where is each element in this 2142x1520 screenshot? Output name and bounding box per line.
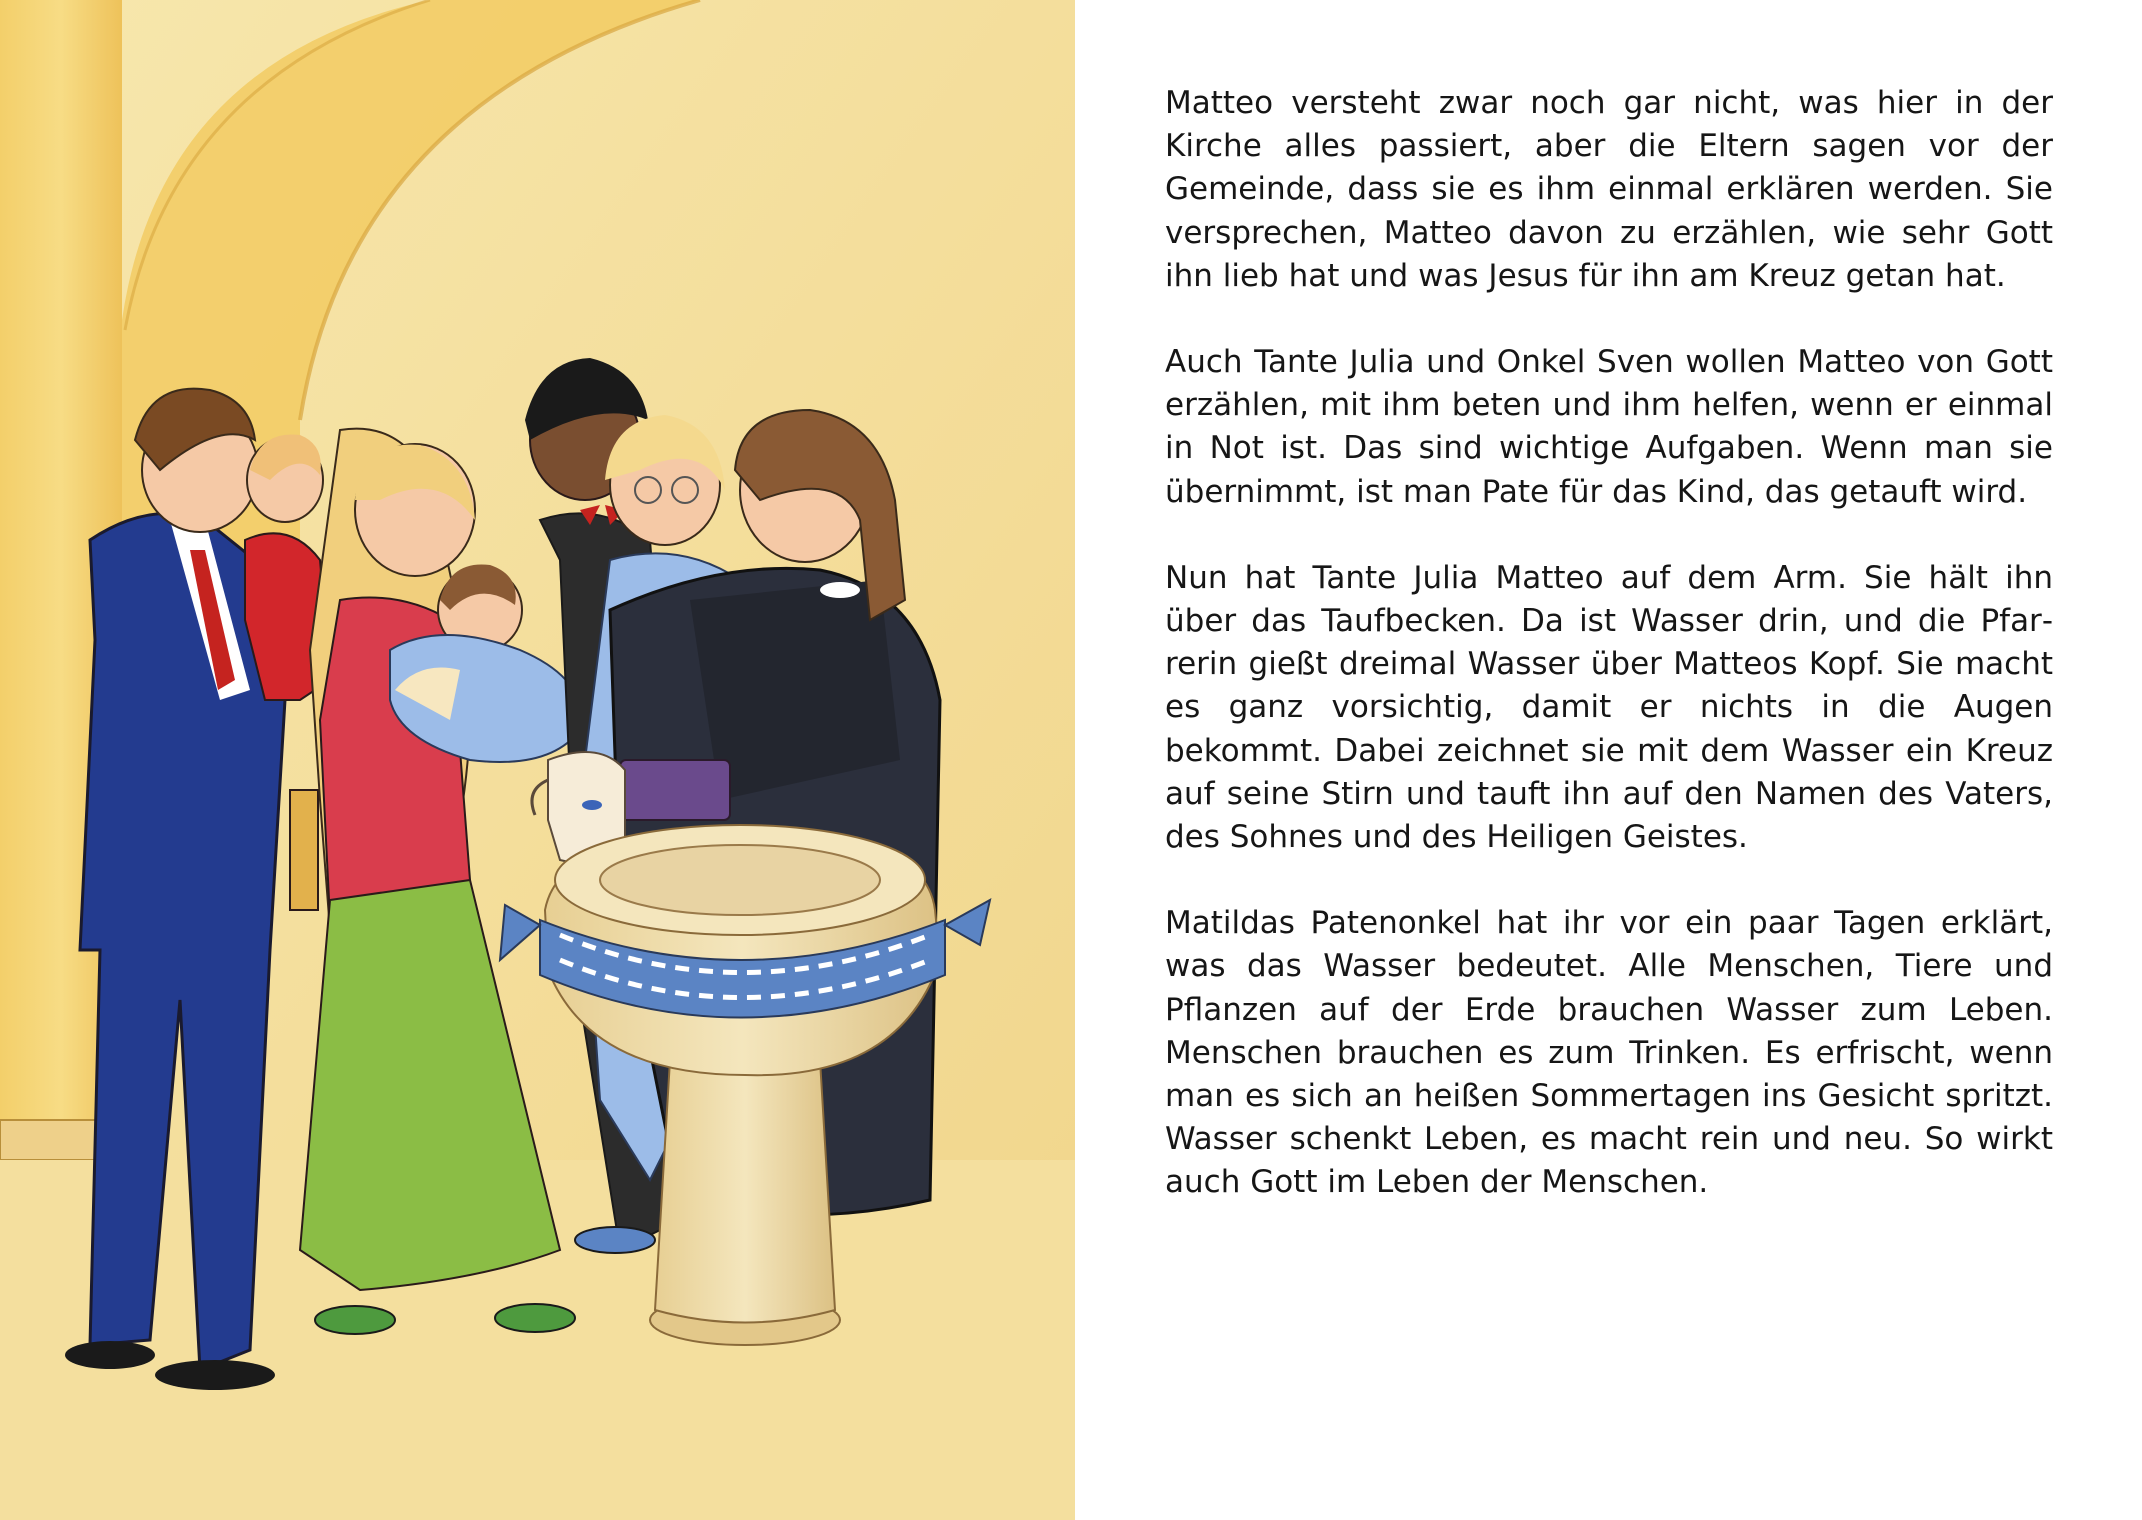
paragraph: Nun hat Tante Julia Matteo auf dem Arm. Sie hält ihn über das Taufbecken. Da ist Wasser drin, und die Pfarrerin gießt dreimal Wasser über Matteos Kopf. Sie macht es ganz vorsichtig, damit er nichts in die Augen bekommt. Dabei zeichnet sie mit dem Wasser ein Kreuz auf seine Stirn und tauft ihn auf den Namen des Vaters, des Sohnes und des Heiligen Geistes. [1165, 559, 2053, 856]
bible-book [620, 760, 730, 820]
text-page [1075, 0, 2142, 1520]
paragraph: Matildas Patenonkel hat ihr vor ein paar Tagen erklärt, was das Wasser bedeutet. Alle Menschen, Tiere und Pflanzen auf der Erde brauchen Wasser zum Leben. Menschen brauchen es zum Trinken. Es erfrischt, wenn man es sich an heißen Sommertagen ins Gesicht spritzt. Wasser schenkt Leben, es macht rein und neu. So wirkt auch Gott im Leben der Menschen. [1165, 905, 2053, 1201]
paragraph: Matteo versteht zwar noch gar nicht, was hier in der Kirche alles passiert, aber die Eltern sagen vor der Gemeinde, dass sie es ihm einmal erklären werden. Sie versprechen, Matteo davon zu erzählen, wie sehr Gott ihn lieb hat und was Jesus für ihn am Kreuz getan hat. [1165, 85, 2053, 294]
paragraph: Auch Tante Julia und Onkel Sven wollen Matteo von Gott erzählen, mit ihm beten und ihm helfen, wenn er einmal in Not ist. Das sind wichtige Aufgaben. Wenn man sie übernimmt, ist man Pate für das Kind, das getauft wird. [1165, 344, 2053, 510]
story-text [1165, 82, 2053, 1248]
